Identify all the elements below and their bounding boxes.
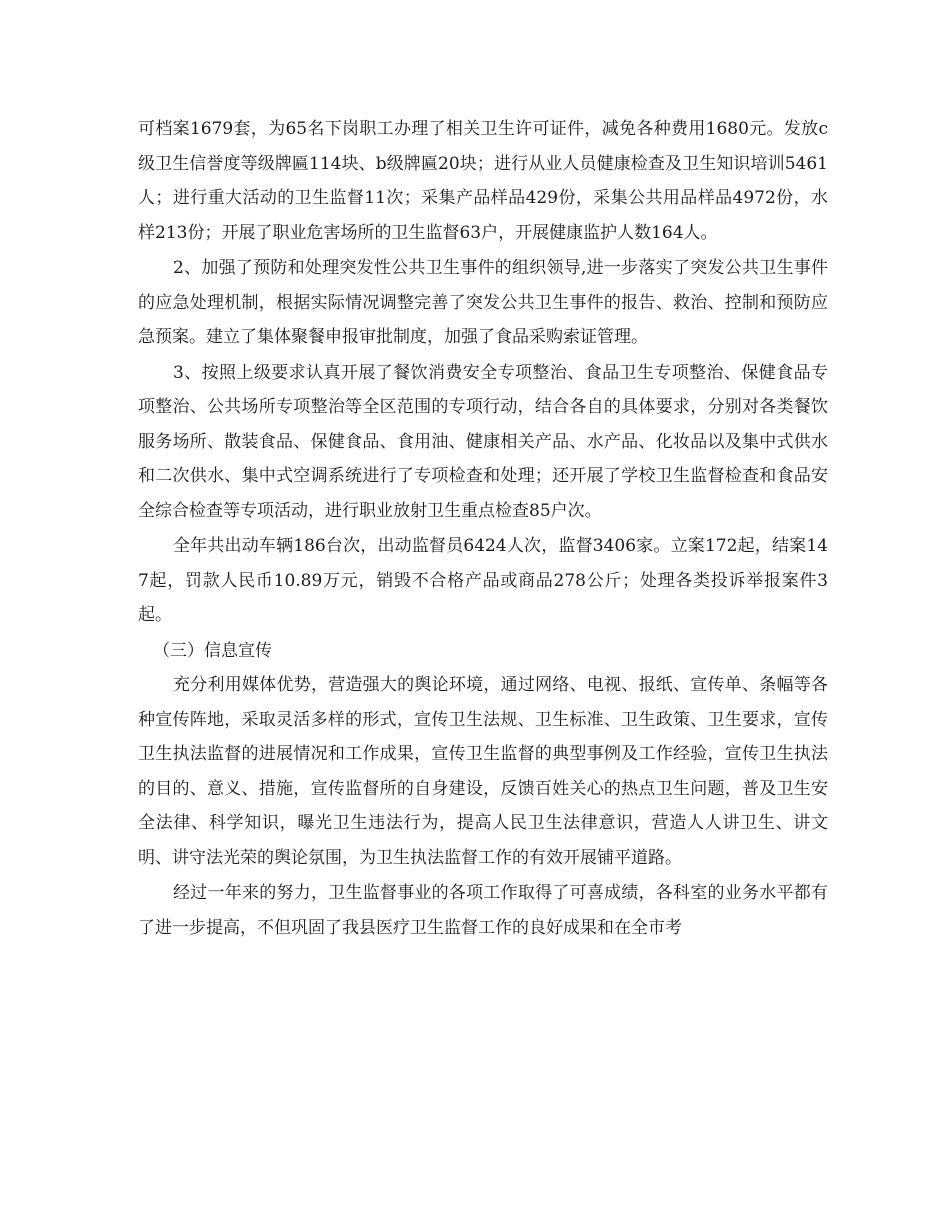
paragraph-achievements: 经过一年来的努力，卫生监督事业的各项工作取得了可喜成绩，各科室的业务水平都有了进一步提高，不但巩固了我县医疗卫生监督工作的良好成果和在全市考 (138, 883, 828, 938)
paragraph-emergency-response: 2、加强了预防和处理突发性公共卫生事件的组织领导,进一步落实了突发公共卫生事件的应急处理机制，根据实际情况调整完善了突发公共卫生事件的报告、救治、控制和预防应急预案。建立了集体聚餐申报审批制度，加强了食品采购索证管理。 (138, 258, 828, 347)
document-body (138, 112, 828, 946)
paragraph-annual-totals: 全年共出动车辆186台次，出动监督员6424人次，监督3406家。立案172起，结案147起，罚款人民币10.89万元，销毁不合格产品或商品278公斤；处理各类投诉举报案件3起。 (138, 536, 828, 625)
section-heading-publicity: （三）信息宣传 (153, 640, 272, 661)
paragraph-media-publicity: 充分利用媒体优势，营造强大的舆论环境，通过网络、电视、报纸、宣传单、条幅等各种宣传阵地，采取灵活多样的形式，宣传卫生法规、卫生标准、卫生政策、卫生要求，宣传卫生执法监督的进展情况和工作成果，宣传卫生监督的典型事例及工作经验，宣传卫生执法的目的、意义、措施，宣传监督所的自身建设，反馈百姓关心的热点卫生问题，普及卫生安全法律、科学知识，曝光卫生违法行为，提高人民卫生法律意识，营造人人讲卫生、讲文明、讲守法光荣的舆论氛围，为卫生执法监督工作的有效开展铺平道路。 (138, 675, 828, 868)
paragraph-special-campaigns: 3、按照上级要求认真开展了餐饮消费安全专项整治、食品卫生专项整治、保健食品专项整治、公共场所专项整治等全区范围的专项行动，结合各自的具体要求，分别对各类餐饮服务场所、散装食品、保健食品、食用油、健康相关产品、水产品、化妆品以及集中式供水和二次供水、集中式空调系统进行了专项检查和处理；还开展了学校卫生监督检查和食品安全综合检查等专项活动，进行职业放射卫生重点检查85户次。 (138, 362, 828, 521)
paragraph-statistics-continued: 可档案1679套，为65名下岗职工办理了相关卫生许可证件，减免各种费用1680元。发放c级卫生信誉度等级牌匾114块、b级牌匾20块；进行从业人员健康检查及卫生知识培训5461人；进行重大活动的卫生监督11次；采集产品样品429份，采集公共用品样品4972份，水样213份；开展了职业危害场所的卫生监督63户，开展健康监护人数164人。 (138, 119, 828, 243)
